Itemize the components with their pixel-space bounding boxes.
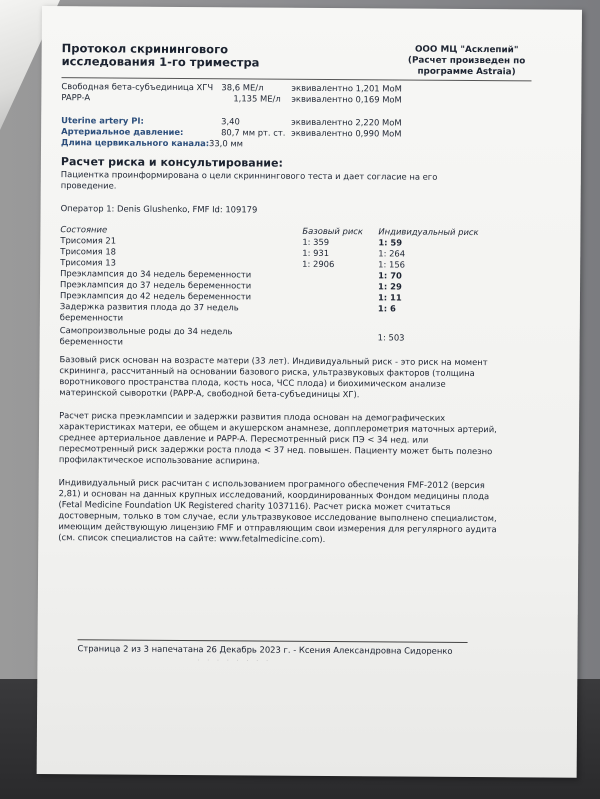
measurement-label: Свободная бета-субъединица ХГЧ [61,81,214,93]
paragraph-base-risk: Базовый риск основан на возрасте матери (33 лет). Индивидуальный риск - это риск на момент скрининга, рассчитанный на основании базового риска, ультразвуковых факторов (толщина воротникового пространства плода, кость носа, ЧСС плода) и биохимическом анализе материнской сыворотки (PAPP-A, свободной бета-субъединицы ХГ). [59,354,488,400]
individual-risk: 1: 264 [378,248,406,259]
biochem-measurements [61,81,511,106]
paragraph-preeclampsia: Расчет риска преэклампсии и задержки развития плода основан на демографических характеристиках матери, ее общем и акушерском анамнезе, допплерометрия маточных артерий, среднее артериальное давление и PAPP-A. Пересмотренный риск ПЭ < 34 нед. или пересмотренный риск задержки роста плода < 37 нед. повышен. Пациенту может быть полезно профилактическое использование аспирина. [58,410,497,466]
base-risk [302,327,378,350]
measurement-row [61,92,511,106]
base-risk [302,303,378,326]
individual-risk: 1: 503 [377,332,405,343]
risk-state: Преэклампсия до 42 недель беременности [59,290,252,302]
measurement-label: Длина цервикального канала: [61,137,210,149]
column-header: Состояние [60,224,108,235]
measurement-value: 33,0 мм [209,138,244,149]
individual-risk: 1: 70 [378,270,402,281]
risk-table [60,224,511,350]
risk-state: Преэклампсия до 37 недель беременности [60,279,252,291]
measurement-label: Артериальное давление: [61,126,184,137]
paragraph-software: Индивидуальный риск расчитан с использованием програмного обеспечения FMF-2012 (версия 2,81) и основан на данных крупных исследований, координированных Фондом медицины плода (Fetal Medicine Foundation UK Registered charity 1037116). Расчет риска может считаться достоверным, только в том случае, если ультразвуковое исследование выполнено специалистом, имеющим действующую лицензию FMF и отправляющим свои измерения для регулярного аудита (см. список специалистов на сайте: www.fetalmedicine.com). [58,477,497,544]
org-line: программе Astraia) [417,66,516,78]
ghost-print-marks: · · · · · · · · [197,657,272,665]
column-header: Базовый риск [302,225,364,237]
org-line: (Расчет произведен по [407,55,526,67]
risk-state: Трисомия 13 [60,257,116,268]
risk-state: Самопроизвольные роды до 34 недель беременности [59,325,233,347]
column-header: Индивидуальный риск [378,226,479,238]
individual-risk: 1: 11 [377,292,402,303]
base-risk [302,292,378,304]
document-sheet [37,6,582,778]
base-risk: 1: 931 [302,247,330,259]
document-header [61,41,526,78]
base-risk [302,281,378,293]
risk-row [60,301,510,326]
individual-risk: 1: 59 [378,237,403,248]
measurement-equiv: эквивалентно 2,220 MoM [291,116,402,128]
measurement-value: 38,6 МЕ/л [221,82,264,93]
base-risk: 1: 2906 [302,258,335,270]
base-risk [302,270,378,282]
measurement-value: 80,7 мм рт. ст. [221,127,286,138]
individual-risk: 1: 156 [378,259,406,270]
individual-risk: 1: 6 [377,303,396,314]
measurement-value: 1,135 МЕ/л [233,93,281,104]
risk-row [60,325,510,350]
document-title: Протокол скринингового исследования 1-го триместра [61,41,260,70]
document-page [58,41,526,546]
doppler-measurements [61,115,511,151]
measurement-equiv: эквивалентно 0,169 MoM [291,93,402,105]
measurement-equiv: эквивалентно 1,201 MoM [291,82,402,94]
base-risk: 1: 359 [302,236,330,248]
organization-block [402,45,532,79]
footer-divider [78,639,468,643]
section-title: Расчет риска и консультирование: [60,155,283,170]
risk-state: Трисомия 18 [60,246,117,257]
risk-state: Преэклампсия до 34 недель беременности [60,268,252,280]
measurement-label: Uterine artery PI: [61,115,144,126]
individual-risk: 1: 29 [378,281,402,292]
org-line: ООО МЦ "Асклепий" [414,44,519,56]
consent-text: Пациентка проинформирована о цели скриннингового теста и дает согласие на его проведение. [60,169,438,191]
measurement-label: PAPP-A [61,92,91,103]
measurement-value: 3,40 [221,116,240,127]
operator-line: Оператор 1: Denis Glushenko, FMF Id: 109179 [60,203,258,215]
risk-state: Задержка развития плода до 37 недель беременности [59,301,239,323]
page-footer: Страница 2 из 3 напечатана 26 Декабрь 2023 г. - Ксения Александровна Сидоренко [77,643,453,656]
measurement-equiv [279,139,439,151]
risk-state: Трисомия 21 [60,235,117,246]
measurement-equiv: эквивалентно 0,990 MoM [291,127,402,139]
